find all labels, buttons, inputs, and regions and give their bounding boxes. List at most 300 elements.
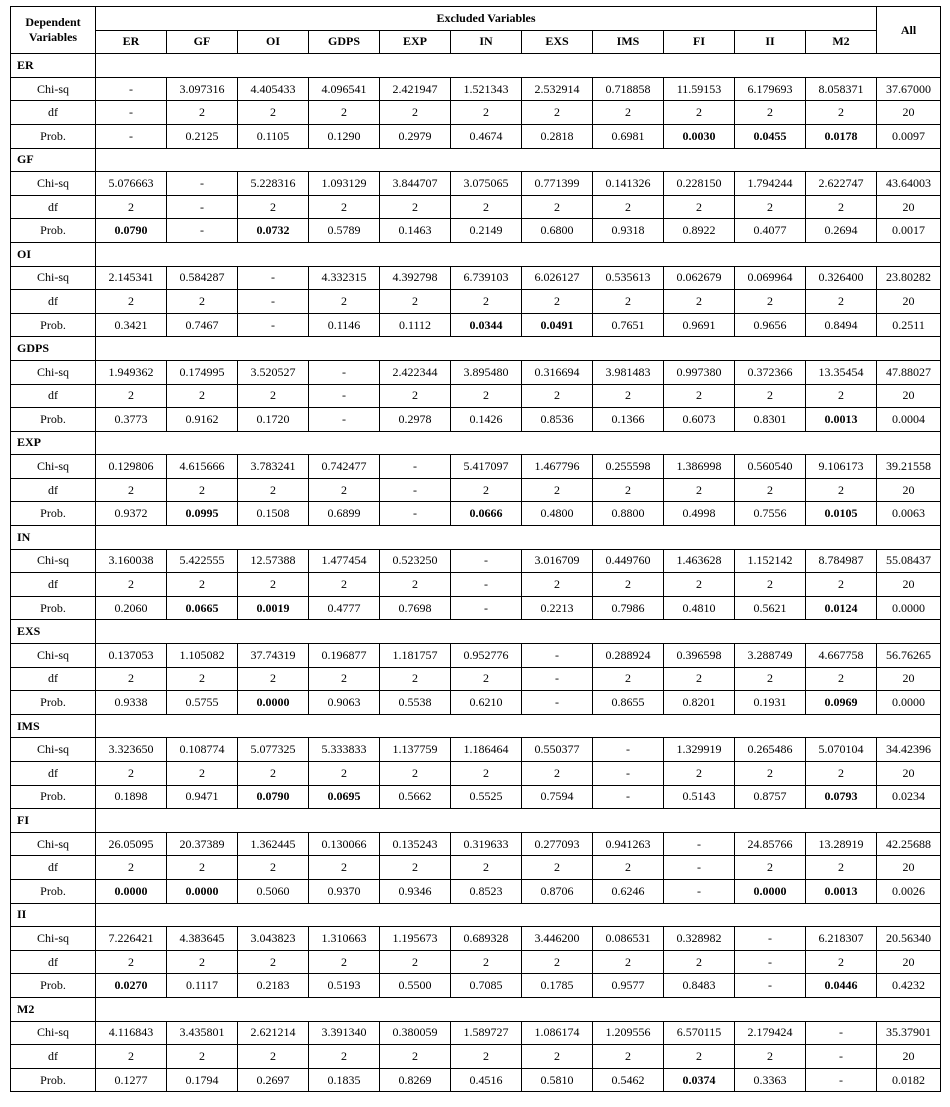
table-cell: 20 [877, 478, 941, 502]
table-cell: 0.535613 [593, 266, 664, 290]
table-cell: 2 [806, 384, 877, 408]
table-cell: 2 [522, 762, 593, 786]
table-cell: 2 [593, 950, 664, 974]
table-cell: 1.477454 [309, 549, 380, 573]
table-cell: 4.392798 [380, 266, 451, 290]
table-cell: - [806, 1021, 877, 1045]
table-row [11, 101, 941, 125]
table-cell: 0.5538 [380, 691, 451, 715]
table-cell: - [380, 502, 451, 526]
table-cell: 1.310663 [309, 927, 380, 951]
table-cell: 0.0455 [735, 124, 806, 148]
table-cell: 2 [380, 856, 451, 880]
table-row [11, 195, 941, 219]
table-cell: 2 [238, 856, 309, 880]
table-cell: 2 [167, 1045, 238, 1069]
table-cell: 3.075065 [451, 172, 522, 196]
group-row [11, 714, 941, 738]
table-cell: 2 [806, 762, 877, 786]
table-cell: 24.85766 [735, 832, 806, 856]
table-cell: 2.145341 [96, 266, 167, 290]
row-label: Chi-sq [11, 1021, 96, 1045]
table-cell: 3.895480 [451, 360, 522, 384]
row-label: Prob. [11, 596, 96, 620]
table-cell: 5.228316 [238, 172, 309, 196]
table-cell: 2 [96, 762, 167, 786]
group-label: ER [11, 54, 96, 78]
table-cell: 2 [664, 573, 735, 597]
table-cell: 2 [522, 290, 593, 314]
row-label: Chi-sq [11, 360, 96, 384]
table-cell: 1.152142 [735, 549, 806, 573]
row-label: Chi-sq [11, 266, 96, 290]
table-cell: 0.2694 [806, 219, 877, 243]
excluded-variables-header: Excluded Variables [96, 7, 877, 31]
table-row [11, 950, 941, 974]
table-cell: 0.5621 [735, 596, 806, 620]
table-row [11, 974, 941, 998]
table-cell: - [664, 856, 735, 880]
group-filler [96, 714, 941, 738]
table-cell: 2 [735, 762, 806, 786]
table-cell: 2 [380, 950, 451, 974]
table-row [11, 1068, 941, 1092]
table-cell: 0.9338 [96, 691, 167, 715]
group-label: II [11, 903, 96, 927]
table-cell: 0.137053 [96, 644, 167, 668]
table-row [11, 124, 941, 148]
table-cell: 2 [664, 101, 735, 125]
table-cell: 0.0124 [806, 596, 877, 620]
table-cell: 0.0013 [806, 408, 877, 432]
table-cell: 1.186464 [451, 738, 522, 762]
row-label: Chi-sq [11, 77, 96, 101]
table-cell: 5.333833 [309, 738, 380, 762]
table-cell: 2 [522, 384, 593, 408]
table-cell: 0.5810 [522, 1068, 593, 1092]
table-cell: - [309, 360, 380, 384]
table-cell: - [522, 644, 593, 668]
group-filler [96, 997, 941, 1021]
table-cell: 2 [309, 762, 380, 786]
table-cell: 1.181757 [380, 644, 451, 668]
table-cell: 0.6899 [309, 502, 380, 526]
table-cell: 0.9318 [593, 219, 664, 243]
table-cell: 3.981483 [593, 360, 664, 384]
group-label: EXS [11, 620, 96, 644]
table-row [11, 667, 941, 691]
table-cell: - [451, 549, 522, 573]
table-cell: - [380, 455, 451, 479]
table-cell: 20.56340 [877, 927, 941, 951]
table-cell: 3.391340 [309, 1021, 380, 1045]
table-cell: 0.141326 [593, 172, 664, 196]
group-filler [96, 337, 941, 361]
table-cell: 0.7556 [735, 502, 806, 526]
table-cell: 2 [96, 478, 167, 502]
table-cell: 2 [238, 478, 309, 502]
table-cell: 0.8800 [593, 502, 664, 526]
table-row [11, 172, 941, 196]
group-filler [96, 903, 941, 927]
table-cell: - [167, 172, 238, 196]
table-cell: 3.288749 [735, 644, 806, 668]
table-cell: 2 [238, 667, 309, 691]
group-label: IN [11, 526, 96, 550]
table-cell: 0.9063 [309, 691, 380, 715]
table-cell: 0.0793 [806, 785, 877, 809]
table-cell: 20 [877, 384, 941, 408]
table-cell: 5.070104 [806, 738, 877, 762]
table-row [11, 360, 941, 384]
table-cell: 0.4998 [664, 502, 735, 526]
table-cell: 2 [522, 950, 593, 974]
table-cell: 0.328982 [664, 927, 735, 951]
group-row [11, 809, 941, 833]
table-cell: 3.435801 [167, 1021, 238, 1045]
table-cell: 0.9372 [96, 502, 167, 526]
table-row [11, 832, 941, 856]
table-cell: 20.37389 [167, 832, 238, 856]
table-cell: - [593, 738, 664, 762]
table-cell: 2 [380, 1045, 451, 1069]
table-cell: 0.0234 [877, 785, 941, 809]
table-cell: 2 [664, 950, 735, 974]
table-cell: 2 [806, 856, 877, 880]
table-row [11, 77, 941, 101]
table-cell: 2 [96, 573, 167, 597]
table-cell: 0.0000 [877, 691, 941, 715]
table-row [11, 856, 941, 880]
row-label: Prob. [11, 408, 96, 432]
table-cell: 2 [96, 667, 167, 691]
table-cell: 0.4800 [522, 502, 593, 526]
table-cell: 2 [735, 290, 806, 314]
table-cell: 0.3773 [96, 408, 167, 432]
table-row [11, 455, 941, 479]
table-cell: 11.59153 [664, 77, 735, 101]
table-cell: 2 [806, 573, 877, 597]
table-cell: 4.667758 [806, 644, 877, 668]
table-cell: 0.0178 [806, 124, 877, 148]
table-cell: 2 [664, 384, 735, 408]
table-cell: 2 [522, 195, 593, 219]
table-row [11, 549, 941, 573]
group-label: FI [11, 809, 96, 833]
table-cell: 0.8494 [806, 313, 877, 337]
row-label: df [11, 1045, 96, 1069]
table-cell: 0.129806 [96, 455, 167, 479]
table-cell: 2 [238, 762, 309, 786]
table-cell: 3.783241 [238, 455, 309, 479]
table-cell: 0.6210 [451, 691, 522, 715]
group-row [11, 148, 941, 172]
table-cell: 2 [451, 290, 522, 314]
table-cell: 2 [522, 856, 593, 880]
table-cell: 0.718858 [593, 77, 664, 101]
table-cell: 2 [735, 478, 806, 502]
table-cell: 2 [380, 195, 451, 219]
table-cell: 2 [167, 384, 238, 408]
table-cell: 2 [380, 384, 451, 408]
table-cell: 0.2183 [238, 974, 309, 998]
table-cell: 0.4077 [735, 219, 806, 243]
table-cell: 1.209556 [593, 1021, 664, 1045]
table-cell: 1.463628 [664, 549, 735, 573]
table-cell: 2 [96, 290, 167, 314]
row-label: Prob. [11, 879, 96, 903]
table-cell: 5.077325 [238, 738, 309, 762]
table-cell: 0.174995 [167, 360, 238, 384]
table-cell: 1.589727 [451, 1021, 522, 1045]
table-cell: 2 [664, 762, 735, 786]
table-cell: 6.739103 [451, 266, 522, 290]
table-cell: 1.093129 [309, 172, 380, 196]
column-header: IMS [593, 30, 664, 54]
table-cell: 0.255598 [593, 455, 664, 479]
table-cell: 0.0026 [877, 879, 941, 903]
table-cell: 0.7651 [593, 313, 664, 337]
table-cell: - [238, 290, 309, 314]
table-cell: 0.1117 [167, 974, 238, 998]
row-label: Prob. [11, 219, 96, 243]
table-cell: 2 [735, 1045, 806, 1069]
table-cell: 3.043823 [238, 927, 309, 951]
row-label: df [11, 478, 96, 502]
table-cell: 2 [309, 856, 380, 880]
table-cell: 2 [735, 856, 806, 880]
table-cell: 12.57388 [238, 549, 309, 573]
table-cell: 0.0019 [238, 596, 309, 620]
table-cell: 0.941263 [593, 832, 664, 856]
row-label: df [11, 856, 96, 880]
table-cell: 7.226421 [96, 927, 167, 951]
row-label: Prob. [11, 1068, 96, 1092]
group-row [11, 242, 941, 266]
table-cell: - [806, 1068, 877, 1092]
table-cell: 0.9691 [664, 313, 735, 337]
table-cell: 2 [806, 950, 877, 974]
table-cell: - [238, 266, 309, 290]
table-cell: 0.0004 [877, 408, 941, 432]
table-cell: 2 [664, 667, 735, 691]
table-cell: 20 [877, 195, 941, 219]
table-cell: 1.137759 [380, 738, 451, 762]
table-cell: 2 [167, 856, 238, 880]
table-cell: - [735, 927, 806, 951]
table-cell: 0.7594 [522, 785, 593, 809]
table-cell: 1.521343 [451, 77, 522, 101]
table-cell: 0.0000 [167, 879, 238, 903]
table-cell: 39.21558 [877, 455, 941, 479]
table-cell: 47.88027 [877, 360, 941, 384]
table-cell: 3.844707 [380, 172, 451, 196]
table-cell: 0.196877 [309, 644, 380, 668]
table-cell: 0.1720 [238, 408, 309, 432]
table-cell: 0.7698 [380, 596, 451, 620]
table-row [11, 290, 941, 314]
table-cell: 0.9162 [167, 408, 238, 432]
table-cell: 0.1508 [238, 502, 309, 526]
table-cell: 20 [877, 101, 941, 125]
table-cell: 2 [167, 950, 238, 974]
table-cell: 0.0732 [238, 219, 309, 243]
table-cell: 1.949362 [96, 360, 167, 384]
table-row [11, 879, 941, 903]
table-cell: 2 [806, 667, 877, 691]
table-cell: 0.1785 [522, 974, 593, 998]
table-cell: 0.277093 [522, 832, 593, 856]
table-cell: 2.622747 [806, 172, 877, 196]
group-row [11, 903, 941, 927]
table-cell: 0.3363 [735, 1068, 806, 1092]
table-cell: 4.116843 [96, 1021, 167, 1045]
row-label: df [11, 573, 96, 597]
table-cell: 0.2818 [522, 124, 593, 148]
table-cell: 0.0030 [664, 124, 735, 148]
table-cell: 0.8269 [380, 1068, 451, 1092]
column-header: OI [238, 30, 309, 54]
table-cell: 0.0790 [96, 219, 167, 243]
table-cell: - [309, 384, 380, 408]
table-cell: 0.0666 [451, 502, 522, 526]
table-cell: - [593, 785, 664, 809]
table-cell: 13.28919 [806, 832, 877, 856]
table-cell: 0.4810 [664, 596, 735, 620]
table-cell: 0.069964 [735, 266, 806, 290]
table-cell: 0.326400 [806, 266, 877, 290]
table-cell: 0.6073 [664, 408, 735, 432]
table-row [11, 1021, 941, 1045]
table-cell: 2 [451, 667, 522, 691]
table-cell: - [380, 478, 451, 502]
all-header: All [877, 7, 941, 54]
table-cell: 2 [451, 1045, 522, 1069]
table-cell: 0.3421 [96, 313, 167, 337]
table-cell: 0.6981 [593, 124, 664, 148]
column-header: EXP [380, 30, 451, 54]
table-cell: 0.062679 [664, 266, 735, 290]
row-label: df [11, 950, 96, 974]
table-cell: 20 [877, 573, 941, 597]
table-cell: 0.380059 [380, 1021, 451, 1045]
table-cell: 0.7467 [167, 313, 238, 337]
table-cell: 3.160038 [96, 549, 167, 573]
table-cell: - [309, 408, 380, 432]
table-cell: 0.8301 [735, 408, 806, 432]
group-row [11, 54, 941, 78]
column-header: FI [664, 30, 735, 54]
table-cell: 2 [238, 195, 309, 219]
row-label: df [11, 290, 96, 314]
table-cell: - [735, 950, 806, 974]
table-cell: 0.2697 [238, 1068, 309, 1092]
table-cell: 0.0097 [877, 124, 941, 148]
table-row [11, 219, 941, 243]
table-cell: 2 [593, 478, 664, 502]
table-cell: 1.329919 [664, 738, 735, 762]
row-label: Prob. [11, 974, 96, 998]
table-cell: 20 [877, 667, 941, 691]
table-cell: 2.621214 [238, 1021, 309, 1045]
table-cell: 0.5462 [593, 1068, 664, 1092]
table-cell: 0.0446 [806, 974, 877, 998]
table-cell: 0.9577 [593, 974, 664, 998]
table-cell: 2 [735, 667, 806, 691]
table-cell: 43.64003 [877, 172, 941, 196]
table-cell: 0.1112 [380, 313, 451, 337]
table-cell: 2 [309, 1045, 380, 1069]
table-cell: 0.8655 [593, 691, 664, 715]
table-cell: 0.2979 [380, 124, 451, 148]
group-label: GF [11, 148, 96, 172]
table-cell: 0.086531 [593, 927, 664, 951]
table-cell: 1.386998 [664, 455, 735, 479]
table-cell: 0.0000 [238, 691, 309, 715]
table-cell: 2 [664, 478, 735, 502]
table-cell: 2 [522, 1045, 593, 1069]
table-cell: 0.8536 [522, 408, 593, 432]
table-cell: 0.1105 [238, 124, 309, 148]
table-cell: - [451, 596, 522, 620]
table-cell: 20 [877, 762, 941, 786]
table-cell: 2 [593, 856, 664, 880]
table-cell: 6.218307 [806, 927, 877, 951]
group-filler [96, 54, 941, 78]
table-cell: 0.0995 [167, 502, 238, 526]
table-cell: 0.7986 [593, 596, 664, 620]
table-cell: 0.9656 [735, 313, 806, 337]
row-label: Prob. [11, 785, 96, 809]
table-cell: 0.396598 [664, 644, 735, 668]
column-header: IN [451, 30, 522, 54]
table-cell: 37.67000 [877, 77, 941, 101]
table-cell: 2 [309, 101, 380, 125]
table-cell: 0.523250 [380, 549, 451, 573]
table-cell: 2 [309, 950, 380, 974]
table-cell: 55.08437 [877, 549, 941, 573]
table-cell: 2 [593, 384, 664, 408]
table-cell: 2 [309, 290, 380, 314]
table-cell: 37.74319 [238, 644, 309, 668]
table-cell: 34.42396 [877, 738, 941, 762]
table-cell: 0.0491 [522, 313, 593, 337]
table-cell: 2 [735, 101, 806, 125]
row-label: Prob. [11, 691, 96, 715]
table-cell: 6.179693 [735, 77, 806, 101]
row-label: Chi-sq [11, 455, 96, 479]
table-cell: 2 [664, 290, 735, 314]
table-cell: 0.288924 [593, 644, 664, 668]
table-cell: 2 [238, 101, 309, 125]
table-cell: 2 [593, 667, 664, 691]
table-cell: 2 [380, 101, 451, 125]
table-cell: 0.9471 [167, 785, 238, 809]
row-label: Chi-sq [11, 549, 96, 573]
table-cell: 2 [593, 101, 664, 125]
table-cell: 0.0017 [877, 219, 941, 243]
table-cell: 0.689328 [451, 927, 522, 951]
table-row [11, 596, 941, 620]
table-cell: 2 [238, 573, 309, 597]
table-cell: 8.784987 [806, 549, 877, 573]
group-row [11, 997, 941, 1021]
table-cell: 2 [96, 950, 167, 974]
table-cell: 0.2149 [451, 219, 522, 243]
table-cell: 2 [167, 101, 238, 125]
table-row [11, 785, 941, 809]
table-cell: 2 [806, 195, 877, 219]
